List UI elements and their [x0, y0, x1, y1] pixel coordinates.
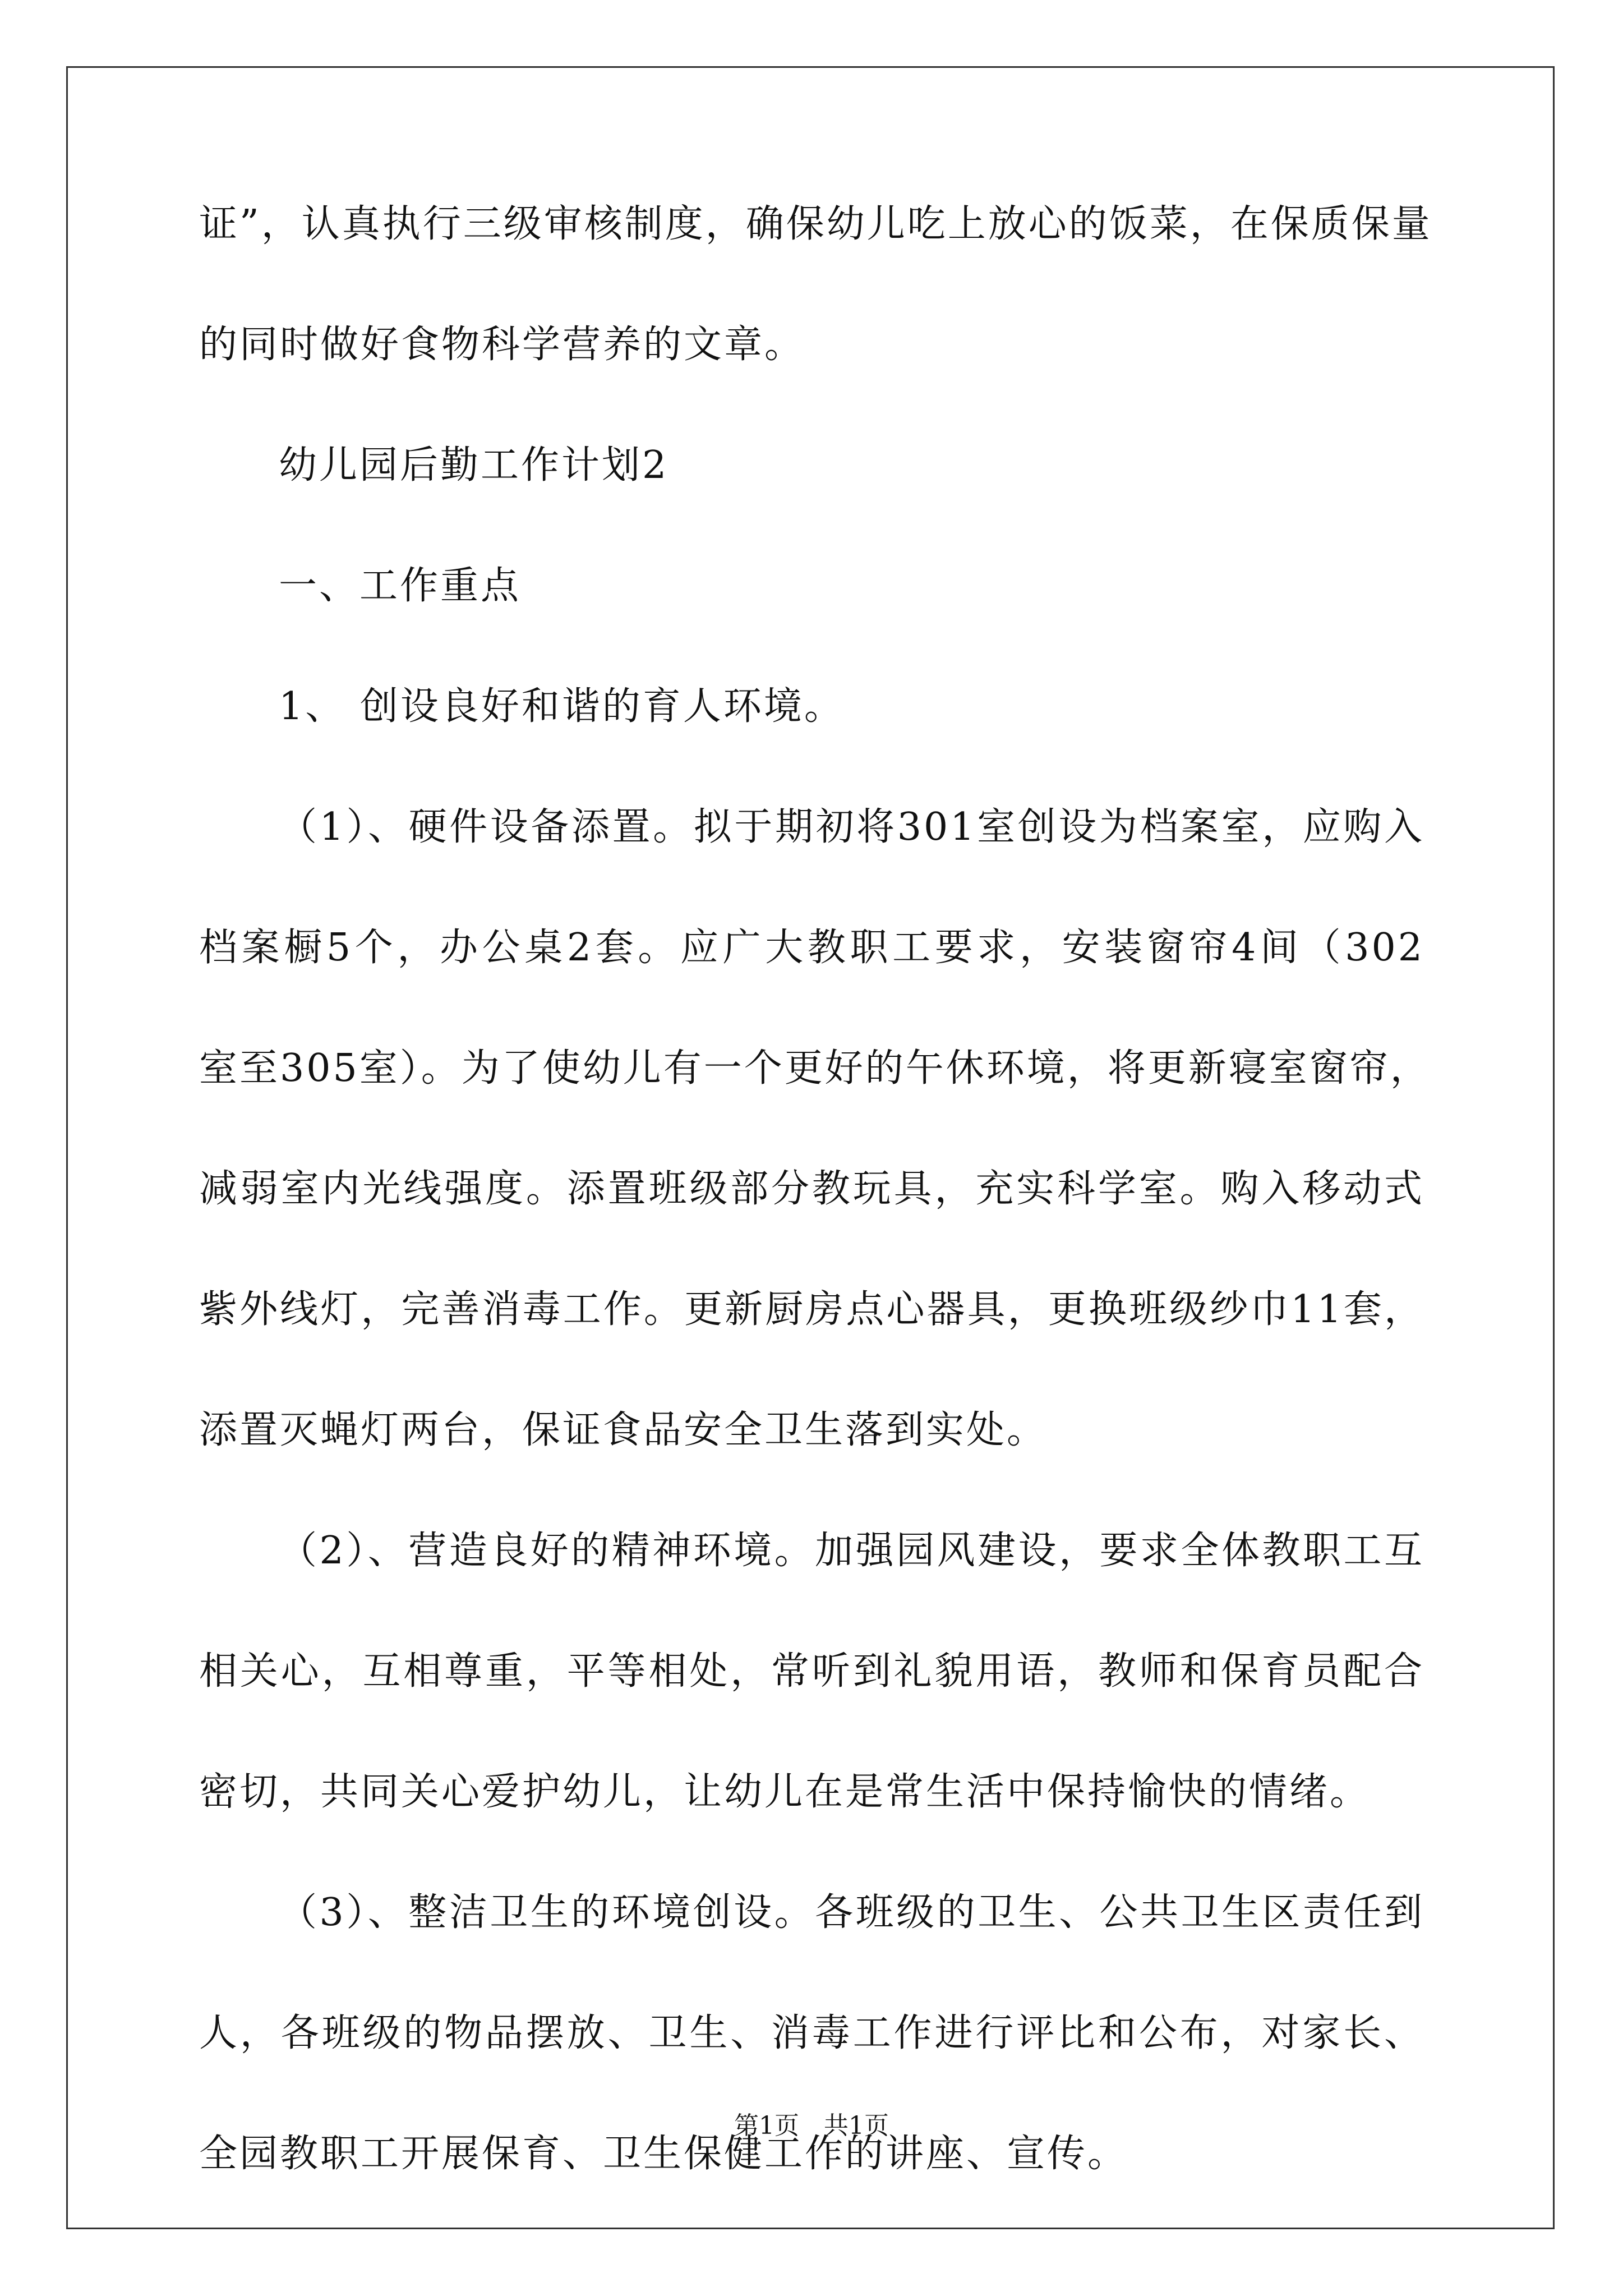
page-number-footer: 第1页 共1页	[734, 2111, 889, 2140]
paragraph-line: 紫外线灯，完善消毒工作。更新厨房点心器具，更换班级纱巾11套，	[199, 1287, 1424, 1332]
paragraph-line: 室至305室）。为了使幼儿有一个更好的午休环境，将更新寝室窗帘，	[199, 1046, 1431, 1091]
paragraph-line: 相关心，互相尊重，平等相处，常听到礼貌用语，教师和保育员配合	[199, 1649, 1424, 1694]
section-title: 幼儿园后勤工作计划2	[279, 443, 669, 487]
subsection-heading: 1、 创设良好和谐的育人环境。	[279, 684, 845, 729]
paragraph-line: 档案橱5个，办公桌2套。应广大教职工要求，安装窗帘4间（302	[199, 926, 1424, 970]
paragraph-line: 人，各班级的物品摆放、卫生、消毒工作进行评比和公布，对家长、	[199, 2011, 1424, 2055]
paragraph-line: 证”，认真执行三级审核制度，确保幼儿吃上放心的饭菜，在保质保量	[199, 202, 1432, 246]
paragraph-line: 密切，共同关心爱护幼儿，让幼儿在是常生活中保持愉快的情绪。	[199, 1770, 1371, 1814]
paragraph-line: （2）、营造良好的精神环境。加强园风建设，要求全体教职工互	[279, 1529, 1424, 1573]
paragraph-line: （3）、整洁卫生的环境创设。各班级的卫生、公共卫生区责任到	[279, 1890, 1424, 1935]
paragraph-line: 添置灭蝇灯两台，保证食品安全卫生落到实处。	[199, 1408, 1048, 1452]
document-body	[199, 202, 1432, 2252]
section-heading: 一、工作重点	[279, 564, 522, 608]
paragraph-line: 的同时做好食物科学营养的文章。	[199, 323, 805, 367]
paragraph-line: （1）、硬件设备添置。拟于期初将301室创设为档案室，应购入	[279, 805, 1424, 849]
paragraph-line: 全园教职工开展保育、卫生保健工作的讲座、宣传。	[199, 2132, 1128, 2176]
paragraph-line: 减弱室内光线强度。添置班级部分教玩具，充实科学室。购入移动式	[199, 1167, 1424, 1211]
